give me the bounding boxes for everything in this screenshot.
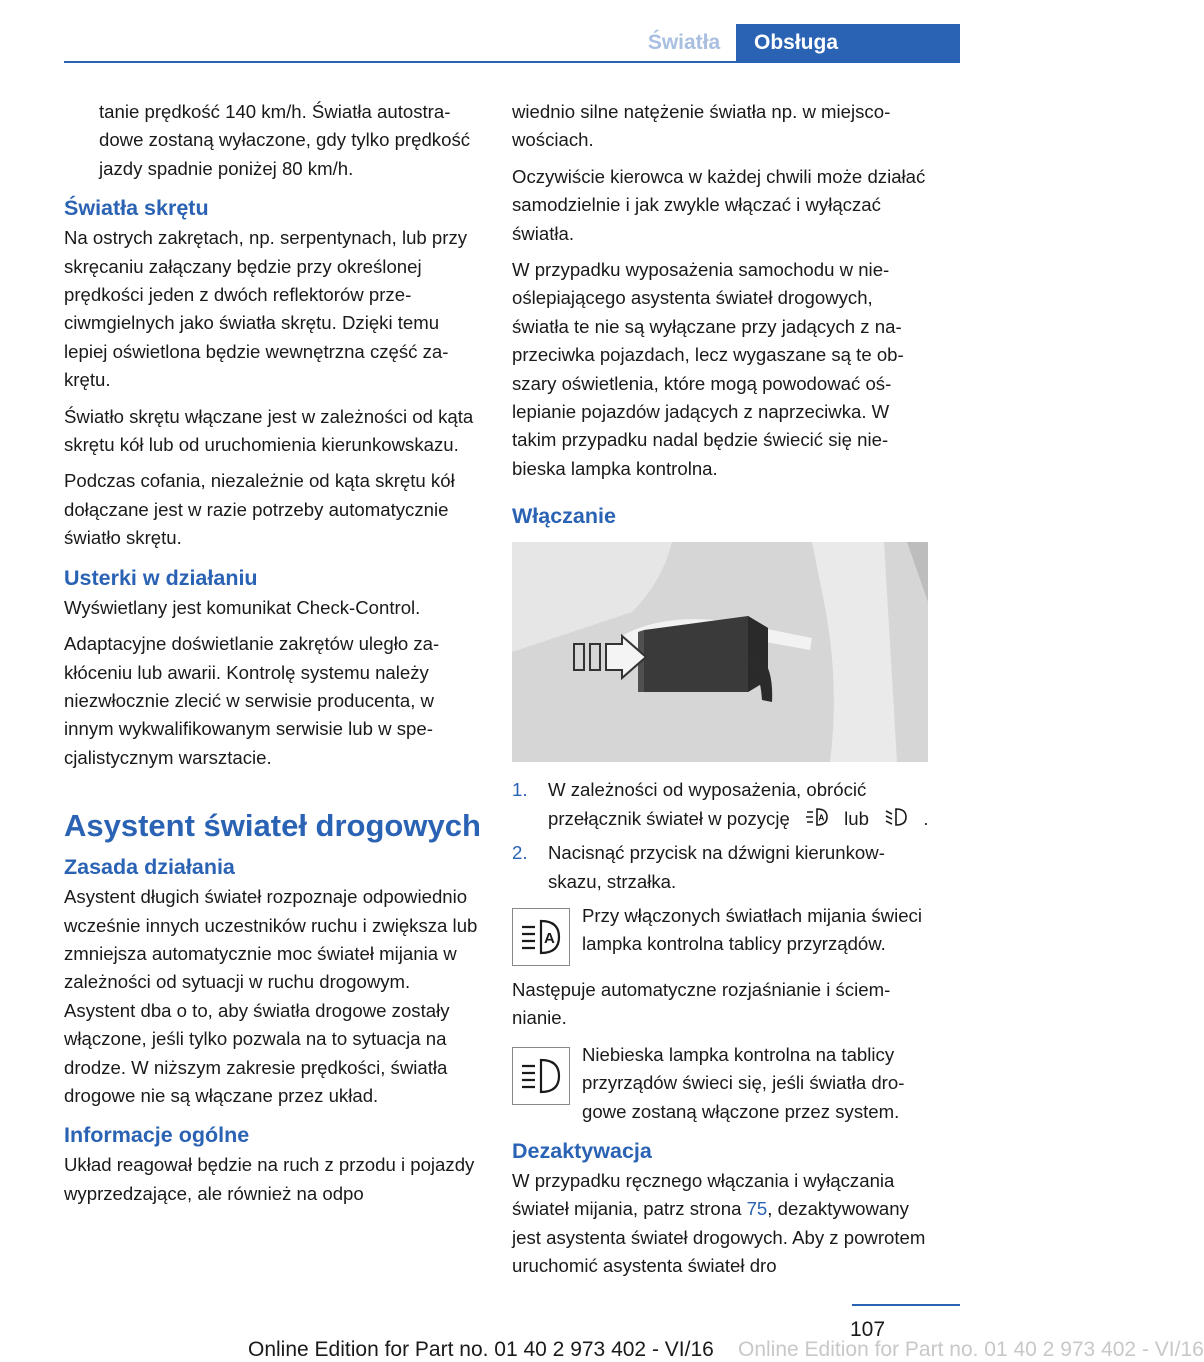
fault-paragraph-1: Wyświetlany jest komunikat Check-Control.: [64, 596, 421, 618]
stalk-illustration: [512, 542, 928, 762]
heading-deactivation: Dezaktywacja: [512, 1138, 652, 1163]
svg-text:A: A: [818, 813, 825, 823]
header-rule: [64, 61, 960, 63]
general-paragraph: Układ reagował będzie na ruch z przodu i pojazdy wyprzedzające, ale również na odpo: [64, 1154, 475, 1204]
list-item: [512, 839, 932, 896]
step-text: Nacisnąć przycisk na dźwigni kierunkowskazu, strzałka.: [548, 842, 885, 892]
note-lowbeam-text: Przy włączonych światłach mijania świeci lampka kontrolna tablicy przyrządów.: [582, 904, 922, 955]
turn-paragraph-2: Światło skrętu włączane jest w zależności od kąta skrętu kół lub od uruchomienia kierunkowskazu.: [64, 405, 474, 456]
footer-watermark: Online Edition for Part no. 01 40 2 973 402 - VI/16: [738, 1338, 1204, 1361]
driver-paragraph: Oczywiście kierowca w każdej chwili może działać samodzielnie i jak zwykle włączać i wyłączać światła.: [512, 165, 926, 244]
auto-paragraph: Następuje automatyczne rozjaśnianie i ściemnianie.: [512, 978, 891, 1029]
activation-steps: [512, 776, 932, 896]
step-end: .: [923, 807, 929, 829]
left-column: [64, 98, 482, 1216]
note-lowbeam-indicator: [512, 902, 932, 966]
heading-principle: Zasada działania: [64, 855, 235, 880]
continued-paragraph: wiednio silne natężenie światła np. w miejscowościach.: [512, 101, 891, 151]
deactivation-text-b: , dezaktywowany jest asystenta świateł drogowych. Aby z powrotem uruchomić asystenta świateł dro: [512, 1198, 926, 1277]
heading-faults: Usterki w działaniu: [64, 565, 258, 590]
footer-rule: [852, 1304, 960, 1306]
lowbeam-icon: [882, 806, 910, 828]
deactivation-text-a: W przypadku ręcznego włączania i wyłączania świateł mijania, patrz strona: [512, 1169, 895, 1220]
turn-paragraph-3: Podczas cofania, niezależnie od kąta skrętu kół dołączane jest w razie potrzeby automatycznie światło skrętu.: [64, 470, 455, 549]
tab-chapter-operation[interactable]: Obsługa: [736, 24, 960, 62]
list-item: [512, 776, 932, 833]
page-number: 107: [850, 1318, 886, 1341]
heading-general-info: Informacje ogólne: [64, 1123, 250, 1148]
heading-turn-lights: Światła skrętu: [64, 196, 209, 221]
step-text: W zależności od wyposażenia, obrócić przełącznik świateł w pozycję: [548, 779, 867, 829]
page-75-link[interactable]: 75: [746, 1198, 768, 1220]
principle-paragraph: Asystent długich świateł rozpoznaje odpowiednio wcześnie innych uczestników ruchu i zwiększa lub zmniejsza automatycznie moc świateł mijania w zależności od sytuacji w ruchu drogowym. Asystent dba o to, aby światła drogowe zostały włączone, jeśli tylko pozwala na to sytuacja na drodze. W niższym zakresie prędkości, światła drogowe nie są włączane przez układ.: [64, 886, 478, 1106]
auto-light-icon: [803, 806, 831, 828]
turn-paragraph-1: Na ostrych zakrętach, np. serpentynach, lub przy skręcaniu załączany będzie przy określonej prędkości jeden z dwóch reflektorów przeciwmgielnych jako światła skrętu. Dzięki temu lepiej oświetlona będzie wewnętrzna część zakrętu.: [64, 227, 468, 391]
fault-paragraph-2: Adaptacyjne doświetlanie zakrętów uległo zakłóceniu lub awarii. Kontrolę systemu należy niezwłocznie zlecić w serwisie producenta, w innym wykwalifikowanym serwisie lub w specjalistycznym warsztacie.: [64, 633, 440, 768]
antiglare-paragraph: W przypadku wyposażenia samochodu w nieoślepiającego asystenta świateł drogowych, światła te nie są wyłączane przy jadących z naprzeciwka pojazdach, lecz wygaszane są te obszary oświetlenia, które mogą powodować oślepianie pojazdów jadących z naprzeciwka. W takim przypadku nadal będzie świecić się niebieska lampka kontrolna.: [512, 259, 904, 479]
heading-activation: Włączanie: [512, 504, 616, 529]
step-number: 2.: [512, 842, 528, 864]
step-or: lub: [844, 807, 869, 829]
stalk-illustration-svg: [512, 542, 928, 762]
tab-section-lights[interactable]: Światła: [647, 31, 721, 54]
note-blue-text: Niebieska lampka kontrolna na tablicy przyrządów świeci się, jeśli światła drogowe zostaną włączone przez system.: [582, 1043, 905, 1122]
high-beam-assistant-icon: [512, 908, 570, 966]
high-beam-icon: [512, 1047, 570, 1105]
note-blue-indicator: [512, 1041, 932, 1126]
right-column: [512, 98, 932, 1289]
step-number: 1.: [512, 779, 528, 801]
intro-paragraph: tanie prędkość 140 km/h. Światła autostradowe zostaną wyłaczone, gdy tylko prędkość jazdy spadnie poniżej 80 km/h.: [99, 101, 471, 179]
footer-edition: Online Edition for Part no. 01 40 2 973 402 - VI/16: [248, 1338, 714, 1361]
heading-high-beam-assistant: Asystent świateł drogowych: [64, 808, 481, 844]
svg-text:A: A: [544, 929, 555, 947]
deactivation-paragraph: [512, 1167, 932, 1281]
